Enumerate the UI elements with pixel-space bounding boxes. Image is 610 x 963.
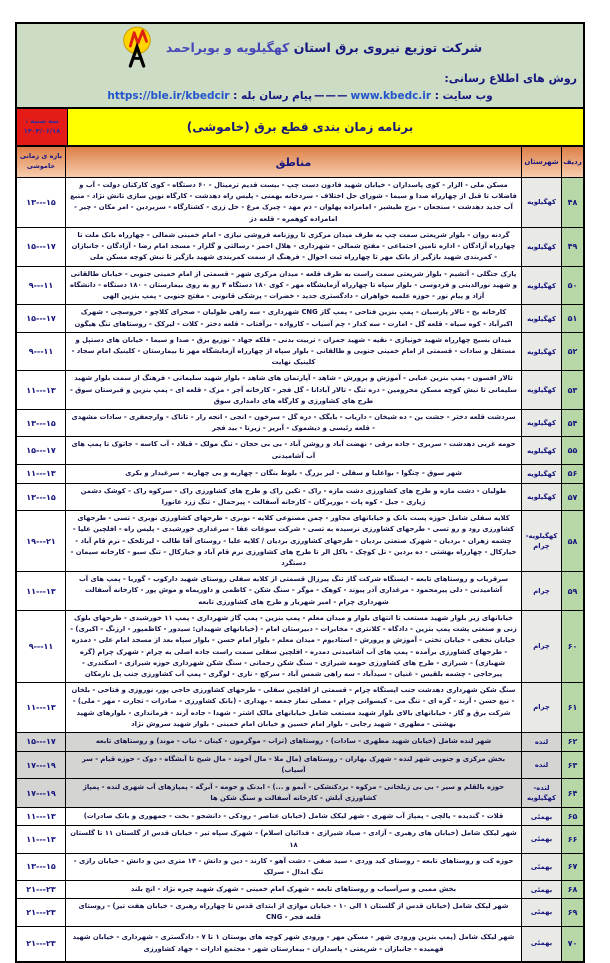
time-cell [17, 371, 65, 409]
row-number: ۶۷ [561, 854, 583, 880]
row-number: ۵۶ [561, 465, 583, 483]
areas-cell: شهر سوق - چنگوا - بواعلیا و سفلی - لیر بزرگ - بلوط بنگان - چهاربه و بی چهاربه - سرغیدار و بکری [65, 465, 521, 483]
info-channels [17, 87, 583, 109]
row-number: ۶۲ [561, 733, 583, 751]
areas-cell: سنگ شکن شهرداری دهدشت جنب ایستگاه چرام - قسمتی از افلچین سفلی - طرحهای کشاورزی حاجی پور، نوروزی و فتاحی - بلخان - نبع حسن - آرند - گره ای - تنگ می - کیسوانی چرام - مصلی نماز جمعه - بهداری - (بانک کشاورزی - صادرات - تجارت - مهر - ملی) - شرکت برق و گاز - خیابانهای بالای بلوار شهید مستعب شامل خیابانهای مالک اشتر - شهدا - جاده آرند - فرمانداری - بلوارهای شهید بهشتی - مطهری - شهید رجایی - بلوار امام حسین و خیابان امام خمینی - بلوار شهید سروش نژاد [65, 683, 521, 732]
time-cell [17, 572, 65, 610]
table-row [17, 899, 583, 926]
time-cell [17, 305, 65, 331]
time-cell [17, 484, 65, 510]
county-cell: چرام [521, 683, 561, 732]
county-cell: کهگیلویه [521, 305, 561, 331]
time-range: ۱۵---۱۷ [26, 242, 56, 252]
table-row [17, 437, 583, 464]
time-cell [17, 437, 65, 463]
time-cell [17, 333, 65, 371]
schedule-document [15, 22, 585, 963]
time-range: ۱۱---۱۳ [26, 835, 56, 845]
table-row [17, 178, 583, 228]
row-number: ۴۸ [561, 178, 583, 227]
time-range: ۱۳---۱۵ [26, 197, 56, 207]
row-number: ۵۳ [561, 371, 583, 409]
table-row [17, 733, 583, 752]
table-row [17, 511, 583, 572]
time-range: ۱۳---۱۵ [26, 862, 56, 872]
time-cell [17, 611, 65, 682]
time-range: ۹---۱۱ [28, 281, 54, 291]
county-cell: لنده [521, 733, 561, 751]
time-cell [17, 899, 65, 925]
county-cell: کهگیلویه-چرام [521, 511, 561, 571]
channel-separator: ——— [314, 90, 349, 102]
county-cell: بهمئی [521, 927, 561, 961]
areas-cell: حومه غربی دهدشت - سربری - جاده برقی - نهضت آباد و روشن آباد - بی بی حجان - تنگ مولک - قبلاد - آب کاسه - جاتوک تا پمپ های آب آشامیدنی [65, 437, 521, 463]
row-number: ۵۱ [561, 305, 583, 331]
table-row [17, 228, 583, 267]
table-row [17, 683, 583, 733]
table-row [17, 484, 583, 511]
time-range: ۱۱---۱۳ [26, 385, 56, 395]
areas-cell: بخش ممبی و سرآسیاب و روستاهای تابعه - شهرک امام خمینی - شهرک شهید چیره نژاد - انج بلند [65, 881, 521, 898]
county-cell: کهگیلویه [521, 465, 561, 483]
row-number: ۶۶ [561, 826, 583, 852]
county-cell: چرام [521, 572, 561, 610]
table-row [17, 572, 583, 611]
table-row [17, 854, 583, 881]
time-range: ۲۱---۲۳ [26, 939, 56, 949]
time-range: ۱۱---۱۳ [26, 812, 56, 822]
areas-cell: کلایه سفلی شامل حوزه پست بانک و خیابانهای مجاور - چمن مصنوعی کلایه - نوبری - طرحهای کشاورزی نوبری - تسی - طرحهای کشاورزی رود و رو تسی - طرحهای کشاورزی نرسیده به تسی - شرکت سوغات عقا - سرغداری خورشیدی - پلیس راه - افلچین علیا - چشمه زهران - بردیان - شهرک صنعتی بردیان - طرحهای کشاورزی بردیان / کلایه علیا - روستای آقا طالب - لیرتلخک - نرم قام آباد - خیارکال - چهارراه بهشتی - ده بردین - تل کوچک - باکل الر تا طرح های کشاورزی نرم قام آباد و خیارکال - تنگ سبو - کارخانه سیمان - دستگرد [65, 511, 521, 571]
company-region: کهگیلویه و بویراحمد [165, 39, 290, 55]
row-number: ۵۸ [561, 511, 583, 571]
areas-cell: شهر لیکک شامل (پمپ بنزین ورودی شهر - مسکن مهر - ورودی شهر کوچه های بوستان ۱ تا ۷ - دادگستری - شهرداری - خیابان شهید فهمیده - جانبازان - شریعتی - پاسداران - بیمارستان شهر - مجتمع ادارات - جهاد کشاورزی [65, 927, 521, 961]
table-row [17, 410, 583, 437]
title-band [17, 109, 583, 147]
header-areas: مناطق [65, 147, 521, 177]
bale-messenger-label: پیام رسان بله : [229, 90, 313, 102]
county-cell: کهگیلویه [521, 371, 561, 409]
areas-cell: حوزه بالقلم و سیر - بی بی زیلخانی - مزکوه - بردکنشکی - آبمو و ...) - ابدنک و حومه - آبرگه - پمپازهای آب شهری لنده - پمپاژ کشاورزی آبلش - کارخانه آسفالت و سنگ شکن ها [65, 779, 521, 807]
row-number: ۵۷ [561, 484, 583, 510]
areas-cell: میدان بسیج چهارراه شهید خونیازی - نقیه - شهید جمران - تربیت بدنی - فلکه جهاد - توزیع برق - صدا و سیما - خیابان های دستپل و مستقل و سادات - قسمتی از امام خمینی جنوبی و طالقانی - بلوار سپاه از چهارراه آزمایشگاه مهر تا بیمارستان - کلینیک امام سجاد - کلینیک نهایت [65, 333, 521, 371]
row-number: ۵۲ [561, 333, 583, 371]
areas-cell: شهر لیکک شامل (خیابان های رهبری - آزادی - صیاد شیرازی - فدائیان اسلام) - شهرک سپاه تیر - خیابان قدس از گلستان ۱۱ تا گلستان ۱۸ [65, 826, 521, 852]
time-cell [17, 779, 65, 807]
company-header [17, 24, 583, 70]
county-cell: چرام [521, 611, 561, 682]
areas-cell: سردشت قلعه دختر - جشت بن - ده شیخان - داریاب - بایگک - دره گل - سرخون - انجی - انجه رار - تاناک - وارجعفری - سادات مشهدی - قلعه رئیسی و دیشموک - آبریز - زیرنا - بید فجر [65, 410, 521, 436]
county-cell: کهگیلویه [521, 228, 561, 266]
company-title [166, 40, 482, 55]
county-cell: بهمئی [521, 899, 561, 925]
table-row [17, 371, 583, 410]
areas-cell: شهر لنده شامل (خیابان شهید مطهری - سادات) - روستاهای (تراب - موگرمون - کینان - نیاب - موند) و روستاهای تابعه [65, 733, 521, 751]
time-range: ۹---۱۱ [28, 347, 54, 357]
areas-cell: گردنه روان - بلوار شریعتی سمت چپ به طرف میدان مرکزی تا روزنامه فروشی نیازی - امام خمینی شمالی - چهارراه بانک ملت تا چهارراه آزادگان - اداره تامین اجتماعی - مفتح شمالی - شهرداری - هلال احمر - رسالتی و گلزار - مسجد امام رضا - آزادگان - جانبازان - کمربندی شهید بازگیر از بانک مهر تا چهارراه ثبت احوال - فرهنگ از سمت کمربندی شهید بازگیر تا نبش کوچه مسکن ملی [65, 228, 521, 266]
county-cell: کهگیلویه [521, 267, 561, 305]
time-cell [17, 752, 65, 778]
areas-cell: پارک جنگلی - آتشیم - بلوار شریعتی سمت راست به طرف قلعه - میدان مرکزی شهر - قسمتی از امام خمینی جنوبی - خیابان طالقانی و شهید نورالدینی و فردوسی - بلوار سپاه تا چهارراه آزمایشگاه مهر - کوی ۱۸۰ دستگاه ۴ رو به روی بیمارستان - ۱۸۰ دستگاه - دانشگاه آزاد و پیام نور - حوزه علمیه خواهران - دادگستری جدید - خضرات - پزشکی قانونی - مفتح جنوبی - پمپ بنزین الهی [65, 267, 521, 305]
county-cell: کهگیلویه [521, 437, 561, 463]
time-cell [17, 410, 65, 436]
time-range: ۱۵---۱۷ [26, 314, 56, 324]
header-county: شهرستان [521, 147, 561, 177]
areas-cell: قلات - گندیده - یالچی - پمپاژ آب شهری - شهر لیکک شامل (خیابان عناصر - رودکی - دانشجو - بخت - جمهوری و بانک صادرات) [65, 808, 521, 825]
bale-url-link[interactable]: https://ble.ir/kbedcir [107, 90, 230, 102]
info-methods-label: روش های اطلاع رسانی: [444, 72, 577, 85]
row-number: ۶۵ [561, 808, 583, 825]
county-cell: کهگیلویه [521, 410, 561, 436]
date-day: سه شنبه : [25, 117, 59, 126]
areas-cell: کارخانه یخ - تالار پارسیان - پمپ بنزین فتاحی - پمپ گاز CNG شهرداری - سه راهی طولیان - صحرای کلاچو - جروسچی - شهرک اکبرآباد - کوه سیاه - قلعه گل - امارت - سه کدار - چم آسیاب - کارواده - برآفتاب - قلعه دختر - کلات - لیرکک - روستاهای تنگ هیگون [65, 305, 521, 331]
areas-cell: خیابانهای زیر بلوار شهید مستعب تا انتهای بلوار و میدان معلم - پمپ بنزین - پمپ گاز شهرداری - پمپ ۱۱ خورشیدی - طرحهای بلوک زنی و صنعتی پشت پمپ بنزین - دادگاه - کلانتری - مخابرات - دبیرستان امام - (خیابانهای شهیدان: سیدور - کاظمپور - ارزنگ - اکبری) - خیابان نجفی - خیابان تختی - آموزش و پرورش - استادیوم - میدان معلم - بلوار امام حسن - بلوار سپاه بعد از مسجد امام علی - دمدره - طرحهای کشاورزی برآمده - پمپ های آب آشامیدنی دمدره - افلچین سفلی سمت راست جاده اصلی به چرام - شهرک چرام (گره شهبازی) - شیرازی - طرح های کشاورزی حومه شیرازی - سنگ شکن رحمانی - سنگ شکن شهرداری حوزه شیرازی - اسکندری - پیرحاجی - چشمه بلقیس - غنیان - سیدآباد - سه راهی شمس آباد - سرکچ - ناری - لوگری - پمپ آب کشاورزی جنب پل نارمکان [65, 611, 521, 682]
county-cell: بهمئی [521, 826, 561, 852]
electricity-company-logo-icon [118, 26, 156, 68]
table-body [17, 178, 583, 961]
county-cell: لنده [521, 752, 561, 778]
row-number: ۵۵ [561, 437, 583, 463]
table-row [17, 881, 583, 899]
time-range: ۲۱---۲۳ [26, 885, 56, 895]
table-row [17, 305, 583, 332]
website-url-link[interactable]: www.kbedc.ir [350, 90, 432, 102]
time-cell [17, 733, 65, 751]
row-number: ۷۰ [561, 927, 583, 961]
row-number: ۵۰ [561, 267, 583, 305]
time-cell [17, 178, 65, 227]
website-label: وب سایت : [431, 90, 493, 102]
table-row [17, 826, 583, 853]
time-cell [17, 808, 65, 825]
row-number: ۶۸ [561, 881, 583, 898]
time-cell [17, 228, 65, 266]
time-range: ۲۱---۲۳ [26, 907, 56, 917]
areas-cell: حوزه کت و روستاهای تابعه - روستای کید وردی - سید صفی - دشت آهو - کارند - دین و دانش - ۱۴ متری دین و دانش - خیابان رازی - تنگ ابدال - سرلک [65, 854, 521, 880]
row-number: ۶۹ [561, 899, 583, 925]
time-range: ۱۷---۱۹ [26, 788, 56, 798]
time-range: ۱۱---۱۳ [26, 586, 56, 596]
areas-cell: بخش مرکزی و جنوبی شهر لنده - شهرک بهاران - روستاهای (مال ملا - مال آخوند - مال شیخ تا آبشگاه - دوک - حوزه قیام - سر آسیاب) [65, 752, 521, 778]
time-cell [17, 511, 65, 571]
row-number: ۵۹ [561, 572, 583, 610]
time-cell [17, 881, 65, 898]
table-row [17, 752, 583, 779]
time-range: ۱۹---۲۱ [26, 536, 56, 546]
table-header-row [17, 147, 583, 178]
time-cell [17, 465, 65, 483]
row-number: ۶۴ [561, 779, 583, 807]
date-value: ۱۴۰۴/۰۶/۱۸ [23, 127, 61, 135]
row-number: ۵۴ [561, 410, 583, 436]
company-prefix: شرکت توزیع نیروی برق استان [293, 39, 483, 55]
time-cell [17, 854, 65, 880]
schedule-title: برنامه زمان بندی قطع برق (خاموشی) [186, 120, 414, 134]
row-number: ۶۰ [561, 611, 583, 682]
areas-cell: سرقریاب و روستاهای تابعه - ایستگاه شرکت گاز تنگ پیرزال قسمتی از کلایه سفلی روستای شهید دارکوب - گوربا - پمپ های آب آشامیدنی - دلی پیرمحمود - مرغداری آذر پیوند - کوهک - موگر - سنگ شکن - کاظمی و داوریماه و موش پور - کارخانه آسفالت شهرداری چرام - امیر شهریار و طرح های کشاورزی تابعه [65, 572, 521, 610]
time-range: ۱۵---۱۷ [26, 737, 56, 747]
time-range: ۱۳---۱۵ [26, 492, 56, 502]
time-range: ۱۱---۱۳ [26, 703, 56, 713]
areas-cell: طولیان - دشت مازه و طرح های کشاورزی دشت مازه - راک - تکین راک و طرح های کشاورزی راک - سرکوه راک - کوشک دشمن زیاری - جبل - کوه پات - بوربرگان - کارخانه آسفالت - پیرحمال - تنگ زرد عانورا [65, 484, 521, 510]
row-number: ۶۱ [561, 683, 583, 732]
table-row [17, 267, 583, 306]
date-badge [17, 109, 68, 145]
document-header [17, 24, 583, 109]
county-cell: بهمئی [521, 854, 561, 880]
table-row [17, 465, 583, 484]
table-row [17, 808, 583, 826]
time-range: ۹---۱۱ [28, 642, 54, 651]
header-outage-time: بازه ی زمانی خاموشی [19, 152, 63, 170]
table-row [17, 611, 583, 683]
row-number: ۶۳ [561, 752, 583, 778]
areas-cell: تالار افسون - پمپ بنزین عبایی - آموزش و پرورش - شاهد - آپارتمان های شاهد - بلوار شهید سلیمانی - فرهنگ از سمت بلوار شهید سلیمانی تا نبش کوچه مسکن محرومین - دره تنگ - تالار آبادانا - گل فجر - کارخانه آجر - مزک - قلعه ای - پمپ بنزین و قبرستان سوق - طرح های کشاورزی و کارگاه های دامداری سوق [65, 371, 521, 409]
areas-cell: مسکن ملی - الزار - کوی پاسداران - خیابان شهید فادون دست چپ - بیست قدیم ترمینال - ۶۰ دستگاه - کوی کارکنان دولت - آب و فاضلاب تا قبل از چهارراه صدا و سیما - شورای حل اختلاف - سردخانه بهمنی - پلیس راه دهدشت - کارگاه نوین سازی تانش نژاد - منبع آب جدید دهدشت - سنجعان - برج طیشیر - امامزاده پهلوان - دم مهد - چیرک مرغ - حل زری - کشتارگاه - سربردین - امر مکان - چیر - امامزاده کوهمره - قلعه دز [65, 178, 521, 227]
time-range: ۱۳---۱۵ [26, 418, 56, 428]
county-cell: کهگیلویه [521, 333, 561, 371]
county-cell: بهمئی [521, 881, 561, 898]
county-cell: بهمئی [521, 808, 561, 825]
time-cell [17, 927, 65, 961]
row-number: ۴۹ [561, 228, 583, 266]
time-cell [17, 826, 65, 852]
time-range: ۱۷---۱۹ [26, 760, 56, 770]
time-cell [17, 683, 65, 732]
header-row-number: ردیف [561, 147, 583, 177]
time-range: ۱۵---۱۷ [26, 446, 56, 456]
time-range: ۱۱---۱۳ [26, 469, 56, 479]
county-cell: لنده-کهگیلویه [521, 779, 561, 807]
time-cell [17, 267, 65, 305]
county-cell: کهگیلویه [521, 178, 561, 227]
table-row [17, 779, 583, 808]
table-row [17, 927, 583, 961]
areas-cell: شهر لیکک شامل (خیابان قدس از گلستان ۱ الی ۱۰ - خیابان موازی از ابتدای قدس تا چهارراه رهبری - خیابان هفت تیر) - روستای قلعه فجر - CNG [65, 899, 521, 925]
county-cell: کهگیلویه [521, 484, 561, 510]
table-row [17, 333, 583, 372]
